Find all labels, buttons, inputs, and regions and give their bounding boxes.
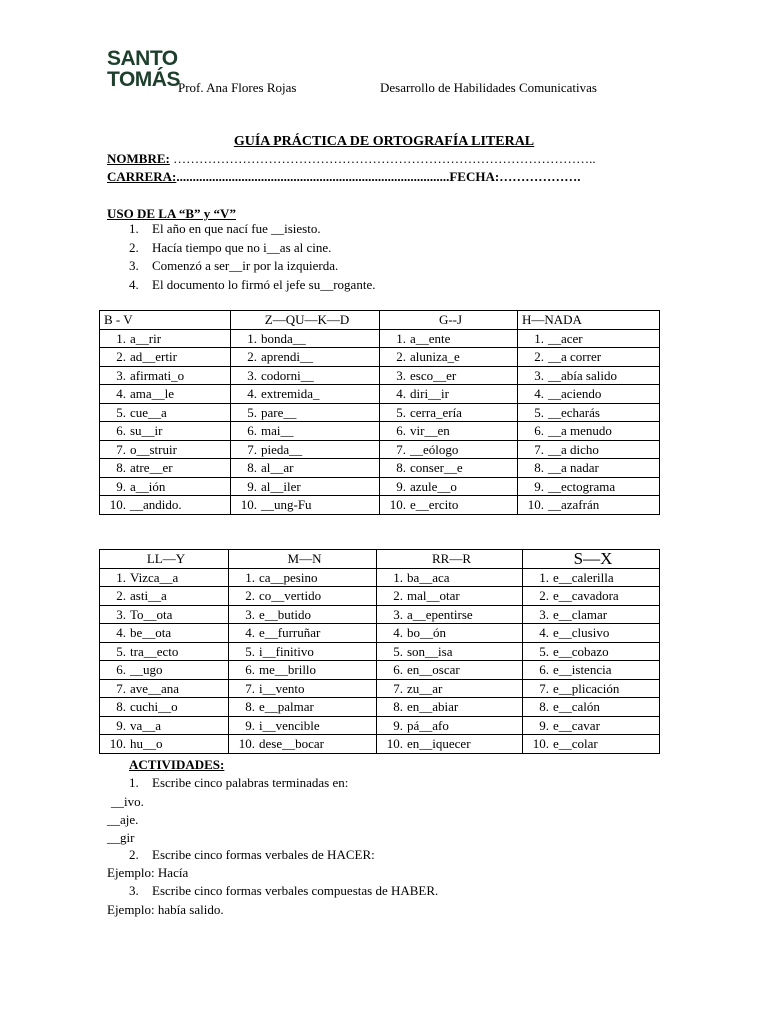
table-row (100, 661, 660, 680)
table-cell: 4. be__ota (100, 624, 229, 643)
table-cell: 6. __ugo (100, 661, 229, 680)
table-cell: 1. e__calerilla (523, 568, 660, 587)
carrera-line (107, 169, 580, 185)
table-cell: 7. e__plicación (523, 679, 660, 698)
table-cell: 7. o__struir (100, 440, 231, 459)
table-row (100, 679, 660, 698)
table-cell: 10. e__colar (523, 735, 660, 754)
activity-1: 1. Escribe cinco palabras terminadas en: (129, 775, 349, 790)
table-header-row (100, 311, 660, 330)
ending-ivo: __ivo. (111, 794, 144, 809)
table-row (100, 496, 660, 515)
table-cell: 10. en__iquecer (377, 735, 523, 754)
table-cell: 7. __a dicho (518, 440, 660, 459)
table-cell: 9. i__vencible (229, 716, 377, 735)
table-cell: 3. e__clamar (523, 605, 660, 624)
table-cell: 9. azule__o (380, 477, 518, 496)
carrera-dots: .................................................................................... (176, 169, 450, 184)
table-cell: 7. i__vento (229, 679, 377, 698)
table-row (100, 587, 660, 606)
list-item: 4. El documento lo firmó el jefe su__rogante. (129, 276, 376, 292)
example-3: Ejemplo: había salido. (107, 902, 224, 917)
table-row (100, 385, 660, 404)
table-cell: 10. e__ercito (380, 496, 518, 515)
activity-2: 2. Escribe cinco formas verbales de HACER: (129, 847, 375, 862)
table-cell: 1. a__ente (380, 329, 518, 348)
table-cell: 7. __eólogo (380, 440, 518, 459)
table-cell: 10. __azafrán (518, 496, 660, 515)
table-cell: 6. __a menudo (518, 422, 660, 441)
table-row (100, 624, 660, 643)
table-cell: 4. bo__ón (377, 624, 523, 643)
header-b-v: B - V (100, 311, 231, 330)
table-cell: 3. a__epentirse (377, 605, 523, 624)
table-row (100, 477, 660, 496)
table-cell: 5. cue__a (100, 403, 231, 422)
course-name: Desarrollo de Habilidades Comunicativas (380, 80, 597, 95)
table-cell: 9. va__a (100, 716, 229, 735)
table-cell: 5. tra__ecto (100, 642, 229, 661)
list-item: 3. Comenzó a ser__ir por la izquierda. (129, 258, 339, 273)
table-cell: 4. extremida_ (231, 385, 380, 404)
table-cell: 8. e__calón (523, 698, 660, 717)
table-cell: 9. a__ión (100, 477, 231, 496)
list-item: 1. El año en que nací fue __isiesto. (129, 221, 321, 236)
table-cell: 2. e__cavadora (523, 587, 660, 606)
table-cell: 3. afirmati_o (100, 366, 231, 385)
table-cell: 2. mal__otar (377, 587, 523, 606)
table-row (100, 459, 660, 478)
table-cell: 8. atre__er (100, 459, 231, 478)
table-cell: 3. codorni__ (231, 366, 380, 385)
table-row (100, 568, 660, 587)
table-cell: 4. e__clusivo (523, 624, 660, 643)
table-cell: 5. e__cobazo (523, 642, 660, 661)
table-row (100, 366, 660, 385)
uso-list (129, 220, 375, 294)
example-2: Ejemplo: Hacía (107, 865, 189, 880)
header-m-n: M—N (229, 550, 377, 569)
table-cell: 4. e__furruñar (229, 624, 377, 643)
table-cell: 6. e__istencia (523, 661, 660, 680)
table-cell: 7. zu__ar (377, 679, 523, 698)
table-cell: 9. pá__afo (377, 716, 523, 735)
table-cell: 3. e__butido (229, 605, 377, 624)
table-cell: 2. asti__a (100, 587, 229, 606)
table-cell: 6. mai__ (231, 422, 380, 441)
table-cell: 10. __ung-Fu (231, 496, 380, 515)
table-row (100, 348, 660, 367)
table-cell: 4. diri__ir (380, 385, 518, 404)
activity-3: 3. Escribe cinco formas verbales compuestas de HABER. (129, 883, 439, 898)
table-cell: 1. ca__pesino (229, 568, 377, 587)
nombre-dots: …………………………………………………………………………………….. (173, 151, 596, 166)
nombre-label: NOMBRE: (107, 151, 170, 166)
table-cell: 8. e__palmar (229, 698, 377, 717)
table-cell: 4. ama__le (100, 385, 231, 404)
table-cell: 10. dese__bocar (229, 735, 377, 754)
professor-name: Prof. Ana Flores Rojas (178, 80, 297, 95)
table-cell: 1. ba__aca (377, 568, 523, 587)
table-cell: 6. vir__en (380, 422, 518, 441)
ending-gir: __gir (107, 830, 135, 845)
table-row (100, 698, 660, 717)
table-cell: 10. hu__o (100, 735, 229, 754)
header-h-nada: H—NADA (518, 311, 660, 330)
table-cell: 9. e__cavar (523, 716, 660, 735)
table-cell: 5. __echarás (518, 403, 660, 422)
logo-line-2: TOMÁS (107, 68, 180, 91)
header-z-qu-k-d: Z—QU—K—D (231, 311, 380, 330)
exercise-table-2 (99, 549, 660, 754)
table-cell: 3. To__ota (100, 605, 229, 624)
table-cell: 8. cuchi__o (100, 698, 229, 717)
table-cell: 6. me__brillo (229, 661, 377, 680)
table-cell: 3. __abía salido (518, 366, 660, 385)
table-cell: 8. conser__e (380, 459, 518, 478)
table-cell: 5. i__finitivo (229, 642, 377, 661)
fecha-label: FECHA: (449, 169, 500, 184)
table-cell: 8. en__abiar (377, 698, 523, 717)
table-row (100, 440, 660, 459)
table-cell: 1. bonda__ (231, 329, 380, 348)
table-row (100, 605, 660, 624)
table-row (100, 403, 660, 422)
table-cell: 10. __andido. (100, 496, 231, 515)
actividades-heading: ACTIVIDADES: (129, 757, 225, 772)
table-cell: 2. ad__ertir (100, 348, 231, 367)
table-cell: 6. en__oscar (377, 661, 523, 680)
document-title: GUÍA PRÁCTICA DE ORTOGRAFÍA LITERAL (233, 134, 535, 149)
table-cell: 5. son__isa (377, 642, 523, 661)
ending-aje: __aje. (107, 812, 139, 827)
table-cell: 1. a__rir (100, 329, 231, 348)
table-row (100, 422, 660, 441)
table-cell: 7. ave__ana (100, 679, 229, 698)
table-cell: 8. __a nadar (518, 459, 660, 478)
header-ll-y: LL—Y (100, 550, 229, 569)
table-cell: 1. Vizca__a (100, 568, 229, 587)
logo-line-1: SANTO (107, 47, 178, 70)
table-cell: 3. esco__er (380, 366, 518, 385)
table-cell: 8. al__ar (231, 459, 380, 478)
carrera-label: CARRERA: (107, 169, 177, 184)
table-cell: 9. __ectograma (518, 477, 660, 496)
exercise-table-1 (99, 310, 660, 515)
table-row (100, 329, 660, 348)
table-cell: 7. pieda__ (231, 440, 380, 459)
table-cell: 2. aprendi__ (231, 348, 380, 367)
santo-tomas-logo (107, 48, 180, 90)
table-cell: 9. al__iler (231, 477, 380, 496)
table-row (100, 716, 660, 735)
header-g-j: G--J (380, 311, 518, 330)
table-cell: 2. co__vertido (229, 587, 377, 606)
table-row (100, 735, 660, 754)
table-cell: 4. __aciendo (518, 385, 660, 404)
table-cell: 2. aluniza_e (380, 348, 518, 367)
header-rr-r: RR—R (377, 550, 523, 569)
fecha-dots: ………………. (499, 169, 581, 184)
table-cell: 2. __a correr (518, 348, 660, 367)
list-item: 2. Hacía tiempo que no i__as al cine. (129, 239, 332, 255)
table-row (100, 642, 660, 661)
table-cell: 5. pare__ (231, 403, 380, 422)
nombre-line (107, 151, 596, 167)
uso-heading: USO DE LA “B” y “V” (107, 206, 236, 221)
header-s-x: S—X (523, 550, 660, 569)
table-cell: 5. cerra_ería (380, 403, 518, 422)
table-cell: 1. __acer (518, 329, 660, 348)
table-cell: 6. su__ir (100, 422, 231, 441)
table-header-row (100, 550, 660, 569)
